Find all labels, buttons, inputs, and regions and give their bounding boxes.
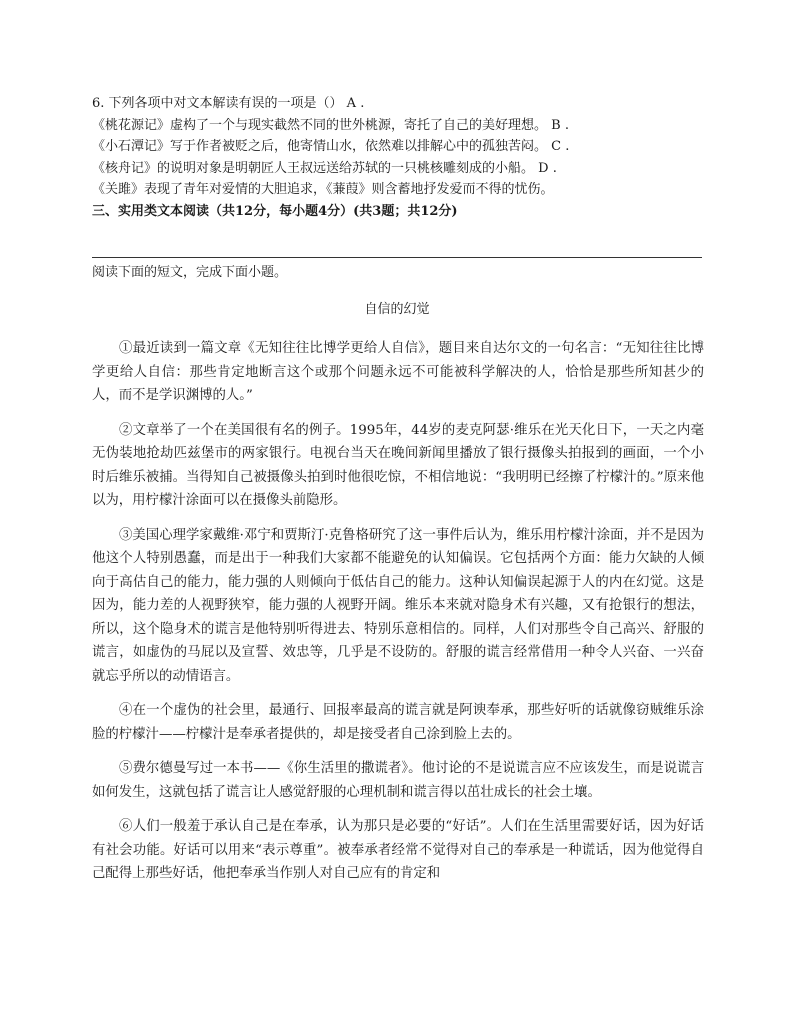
paragraph-4: ④在一个虚伪的社会里，最通行、回报率最高的谎言就是阿谀奉承，那些好听的话就像窃贼维乐涂脸的柠檬汁——柠檬汁是奉承者提供的，却是接受者自己涂到脸上去的。 [92, 703, 704, 742]
article-title: 自信的幻觉 [364, 302, 430, 317]
question-6-stem: 6. 下列各项中对文本解读有误的一项是（） A . [92, 96, 365, 111]
reading-instruction: 阅读下面的短文，完成下面小题。 [92, 265, 288, 280]
article-body [92, 337, 704, 897]
question-6-option-d: 《关雎》表现了青年对爱情的大胆追求，《蒹葭》则含蓄地抒发爱而不得的忧伤。 [92, 182, 554, 197]
question-6-option-c: 《核舟记》的说明对象是明朝匠人王叔远送给苏轼的一只桃核雕刻成的小船。 D . [92, 160, 557, 176]
paragraph-5: ⑤费尔德曼写过一本书——《你生活里的撒谎者》。他讨论的不是说谎言应不应该发生，而是说谎言如何发生，这就包括了谎言让人感觉舒服的心理机制和谎言得以茁壮成长的社会土壤。 [92, 761, 704, 800]
paragraph-6: ⑥人们一般羞于承认自己是在奉承，认为那只是必要的“好话”。人们在生活里需要好话，因为好话有社会功能。好话可以用来“表示尊重”。被奉承者经常不觉得对自己的奉承是一种谎话，因为他觉得自己配得上那些好话，他把奉承当作别人对自己应有的肯定和 [92, 819, 704, 881]
paragraph-2: ②文章举了一个在美国很有名的例子。1995年，44岁的麦克阿瑟·维乐在光天化日下，一天之内毫无伪装地抢劫匹兹堡市的两家银行。电视台当天在晚间新闻里播放了银行摄像头拍报到的画面，一个小时后维乐被捕。当得知自己被摄像头拍到时他很吃惊，不相信地说：“我明明已经擦了柠檬汁的。”原来他以为，用柠檬汁涂面可以在摄像头前隐形。 [92, 422, 704, 508]
section-divider [92, 257, 702, 258]
paragraph-1: ①最近读到一篇文章《无知往往比博学更给人自信》，题目来自达尔文的一句名言：“无知往往比博学更给人自信：那些肯定地断言这个或那个问题永远不可能被科学解决的人，恰恰是那些所知甚少的人，而不是学识渊博的人。” [92, 341, 704, 403]
section-3-heading: 三、实用类文本阅读（共12分，每小题4分）(共3题；共12分) [92, 203, 458, 219]
question-6-option-b: 《小石潭记》写于作者被贬之后，他寄情山水，依然难以排解心中的孤独苦闷。 C . [92, 139, 570, 154]
question-6-option-a: 《桃花源记》虚构了一个与现实截然不同的世外桃源，寄托了自己的美好理想。 B . [92, 117, 569, 133]
paragraph-3: ③美国心理学家戴维·邓宁和贾斯汀·克鲁格研究了这一事件后认为，维乐用柠檬汁涂面，并不是因为他这个人特别愚蠢，而是出于一种我们大家都不能避免的认知偏误。它包括两个方面：能力欠缺的人倾向于高估自己的能力，能力强的人则倾向于低估自己的能力。这种认知偏误起源于人的内在幻觉。这是因为，能力差的人视野狭窄，能力强的人视野开阔。维乐本来就对隐身术有兴趣，又有抢银行的想法，所以，这个隐身术的谎言是他特别听得进去、特别乐意相信的。同样，人们对那些令自己高兴、舒服的谎言，如虚伪的马屁以及宣誓、效忠等，几乎是不设防的。舒服的谎言经常借用一种令人兴奋、一兴奋就忘乎所以的动情语言。 [92, 527, 704, 684]
question-6-block [92, 93, 712, 222]
